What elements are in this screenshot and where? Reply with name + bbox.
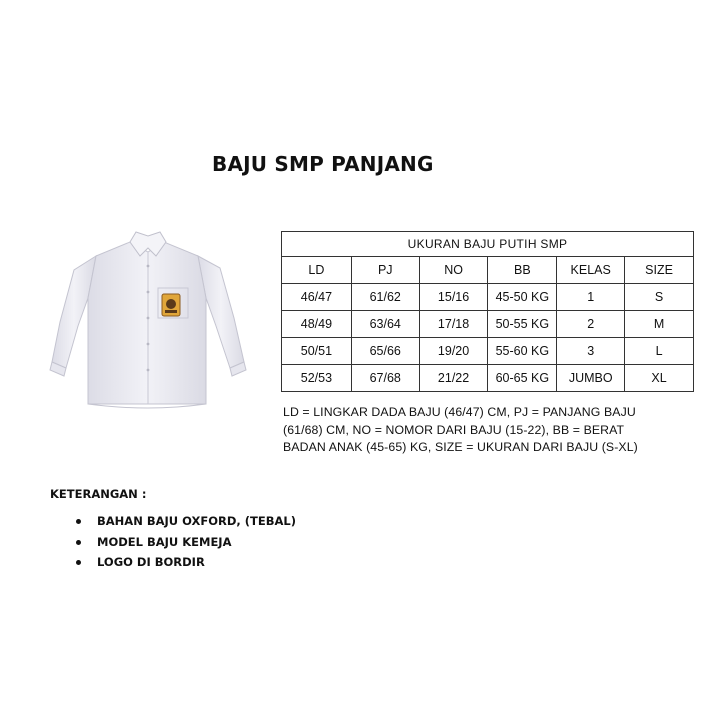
table-cell: 52/53 [282,365,352,392]
list-item-label: BAHAN BAJU OXFORD, (TEBAL) [97,514,296,528]
note-line: BADAN ANAK (45-65) KG, SIZE = UKURAN DARI BAJU (S-XL) [283,440,638,454]
table-cell: 2 [557,311,625,338]
table-row [282,284,694,311]
list-item-label: MODEL BAJU KEMEJA [97,534,232,549]
table-cell: 67/68 [351,365,419,392]
table-header-row [282,257,694,284]
table-cell: 55-60 KG [488,338,557,365]
column-header: BB [488,257,557,284]
table-cell: 65/66 [351,338,419,365]
table-cell: 63/64 [351,311,419,338]
table-cell: 61/62 [351,284,419,311]
table-cell: M [625,311,694,338]
note-line: (61/68) CM, NO = NOMOR DARI BAJU (15-22), BB = BERAT [283,422,625,437]
column-header: PJ [351,257,419,284]
table-cell: 1 [557,284,625,311]
table-cell: JUMBO [557,365,625,392]
table-cell: 21/22 [419,365,488,392]
table-cell: S [625,284,694,311]
keterangan-list [76,514,296,576]
table-cell: 17/18 [419,311,488,338]
table-row [282,311,694,338]
page-title: BAJU SMP PANJANG [212,152,434,176]
bullet-icon [76,519,81,524]
keterangan-title: KETERANGAN : [50,487,147,501]
table-cell: 60-65 KG [488,365,557,392]
table-caption: UKURAN BAJU PUTIH SMP [282,232,694,257]
table-cell: 46/47 [282,284,352,311]
table-cell: 3 [557,338,625,365]
table-cell: 19/20 [419,338,488,365]
table-cell: 15/16 [419,284,488,311]
table-cell: L [625,338,694,365]
column-header: LD [282,257,352,284]
table-cell: 50-55 KG [488,311,557,338]
shirt-image [44,222,254,412]
size-legend-note [283,404,643,457]
list-item [76,555,296,576]
list-item [76,535,296,556]
list-item-label: LOGO DI BORDIR [97,555,205,569]
table-cell: 50/51 [282,338,352,365]
list-item [76,514,296,535]
column-header: NO [419,257,488,284]
table-cell: 45-50 KG [488,284,557,311]
table-row [282,365,694,392]
note-line: LD = LINGKAR DADA BAJU (46/47) CM, PJ = PANJANG BAJU [283,405,636,419]
size-table [281,231,694,392]
bullet-icon [76,560,81,565]
column-header: SIZE [625,257,694,284]
table-cell: XL [625,365,694,392]
table-row [282,338,694,365]
column-header: KELAS [557,257,625,284]
bullet-icon [76,540,81,545]
table-cell: 48/49 [282,311,352,338]
